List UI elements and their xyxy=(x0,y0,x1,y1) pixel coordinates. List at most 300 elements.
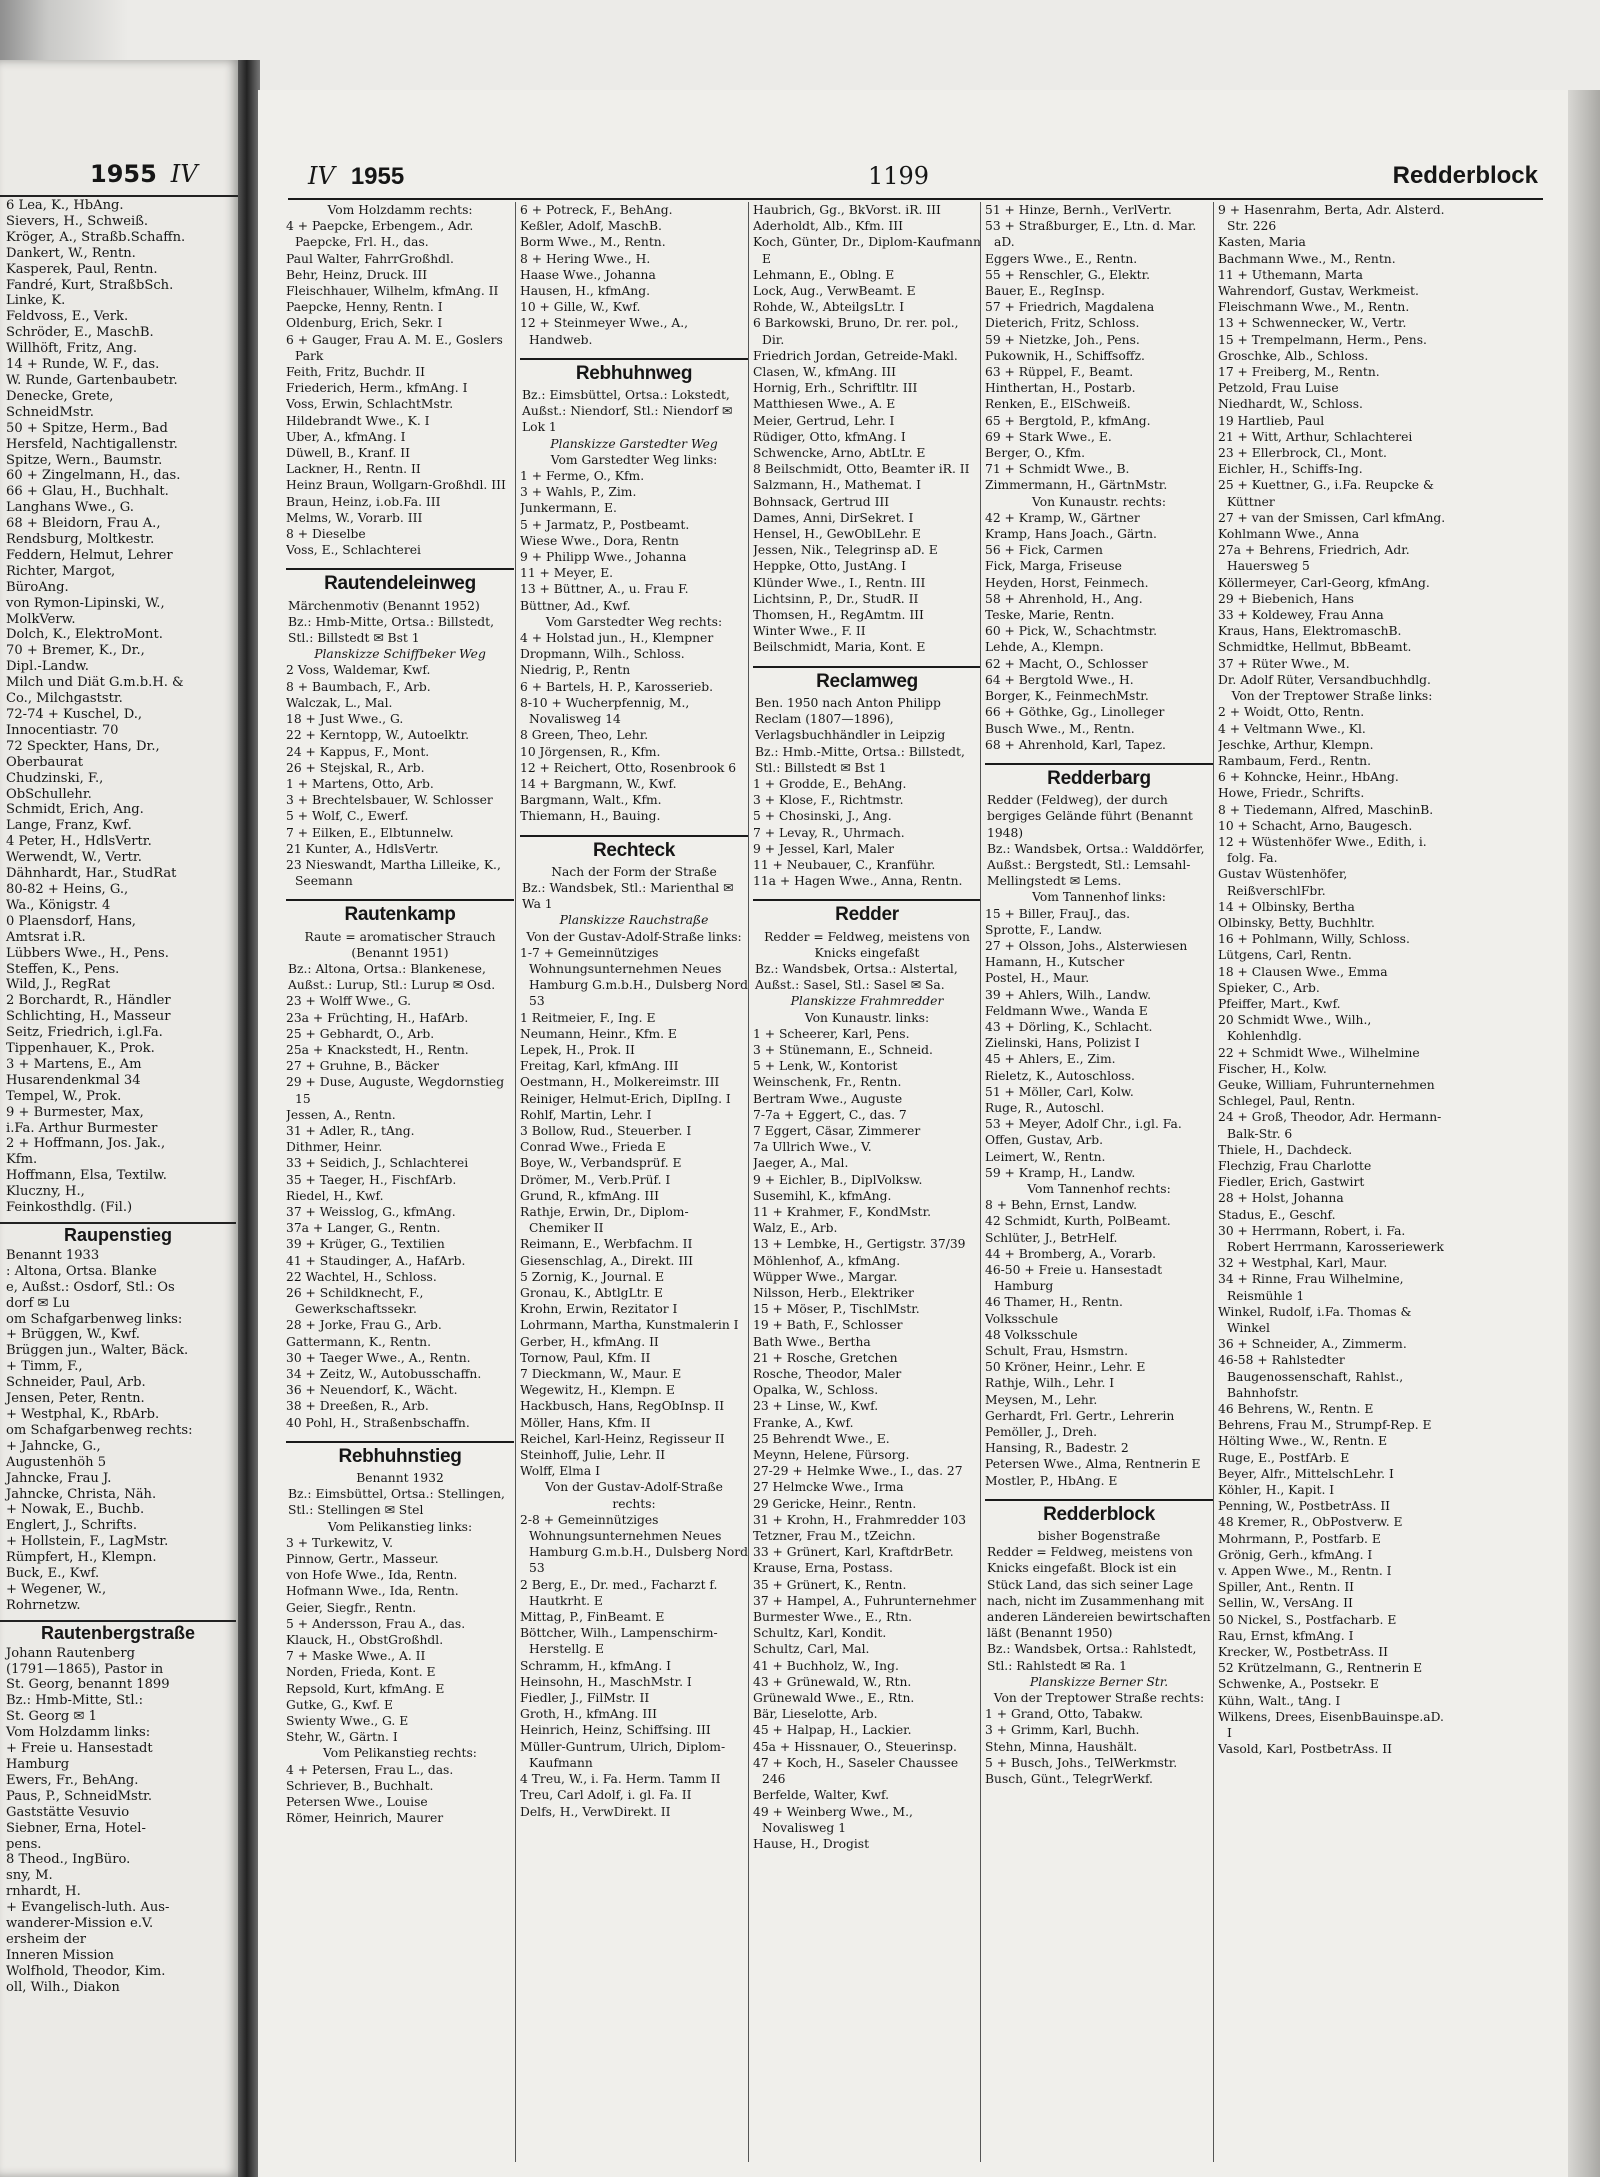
directory-entry: 52 Krützelmann, G., Rentnerin E xyxy=(1218,1661,1423,1676)
directory-entry: Wilkens, Drees, EisenbBauinspe.aD. I xyxy=(1218,1709,1444,1741)
directory-entry: 41 + Staudinger, A., HafArb. xyxy=(286,1253,466,1268)
directory-entry: Wolff, Elma I xyxy=(520,1464,600,1479)
directory-entry: Dr. Adolf Rüter, Versandbuchhdlg. xyxy=(1218,672,1431,687)
directory-entry: Steinhoff, Julie, Lehr. II xyxy=(520,1448,666,1463)
directory-entry: 71 + Schmidt Wwe., B. xyxy=(985,462,1130,477)
section-heading: Vom Pelikanstieg links: xyxy=(327,1519,473,1534)
previous-page-entry: Dipl.-Landw. xyxy=(6,659,89,675)
directory-entry: 13 + Schwennecker, W., Vertr. xyxy=(1218,316,1407,331)
previous-page-entry: SchneidMstr. xyxy=(6,404,94,420)
previous-page-entry: 60 + Zingelmann, H., das. xyxy=(6,468,181,484)
previous-page-entry: oll, Wilh., Diakon xyxy=(6,1979,120,1995)
directory-entry: 37a + Langer, G., Rentn. xyxy=(286,1221,441,1236)
directory-entry: Postel, H., Maur. xyxy=(985,971,1090,986)
directory-entry: 4 + Petersen, Frau L., das. xyxy=(286,1762,454,1777)
previous-page-entry: MolkVerw. xyxy=(6,611,76,627)
previous-page-entry: Benannt 1933 xyxy=(6,1247,100,1263)
section-heading: Von Kunaustr. links: xyxy=(804,1010,930,1025)
directory-entry: 33 + Seidich, J., Schlachterei xyxy=(286,1156,469,1171)
directory-entry: 22 + Schmidt Wwe., Wilhelmine xyxy=(1218,1045,1420,1060)
street-info: Bz.: Eimsbüttel, Ortsa.: Stellingen, Stl.: Stellingen ✉ Stel xyxy=(288,1487,505,1518)
directory-entry: 44 + Bromberg, A., Vorarb. xyxy=(985,1246,1157,1261)
previous-page-entry: Schneider, Paul, Arb. xyxy=(6,1375,146,1391)
directory-entry: 7 + Maske Wwe., A. II xyxy=(286,1649,426,1664)
directory-entry: Franke, A., Kwf. xyxy=(753,1415,854,1430)
previous-page-entry: 50 + Spitze, Herm., Bad xyxy=(6,420,168,436)
street-name: Rebhuhnstieg xyxy=(286,1441,514,1465)
directory-entry: 3 + Wahls, P., Zim. xyxy=(520,485,637,500)
directory-entry: 8 Green, Theo, Lehr. xyxy=(520,728,649,743)
previous-page-entry: Oberbaurat xyxy=(6,754,84,770)
previous-page-entry: Brüggen jun., Walter, Bäck. xyxy=(6,1343,189,1359)
directory-entry: Bertram Wwe., Auguste xyxy=(753,1091,903,1106)
directory-entry: Sellin, W., VersAng. II xyxy=(1218,1596,1353,1611)
previous-page-entry: Englert, J., Schrifts. xyxy=(6,1518,138,1534)
directory-entry: 47 + Koch, H., Saseler Chaussee 246 xyxy=(753,1755,959,1787)
directory-entry: 22 Wachtel, H., Schloss. xyxy=(286,1269,437,1284)
directory-entry: Groth, H., kfmAng. III xyxy=(520,1707,657,1722)
directory-entry: 8 + Hering Wwe., H. xyxy=(520,251,651,266)
section-heading: Von der Treptower Straße links: xyxy=(1231,689,1433,704)
directory-entry: Friederich, Herm., kfmAng. I xyxy=(286,381,468,396)
directory-entry: Dropmann, Wilh., Schloss. xyxy=(520,647,685,662)
previous-page-entry: Feinkosthdlg. (Fil.) xyxy=(6,1200,133,1216)
directory-entry: 51 + Hinze, Bernh., VerlVertr. xyxy=(985,203,1172,217)
street-name: Reclamweg xyxy=(753,666,981,690)
directory-entry: Dithmer, Heinr. xyxy=(286,1140,383,1155)
directory-entry: 56 + Fick, Carmen xyxy=(985,543,1103,558)
previous-page-entry: ObSchullehr. xyxy=(6,786,92,802)
directory-entry: 30 + Herrmann, Robert, i. Fa. Robert Herrmann, Karosseriewerk xyxy=(1218,1223,1444,1254)
column-divider xyxy=(1213,202,1214,2162)
previous-page-street-name: Rautenbergstraße xyxy=(0,1620,236,1642)
directory-entry: 10 + Schacht, Arno, Baugesch. xyxy=(1218,818,1413,833)
directory-entry: Heinsohn, H., MaschMstr. I xyxy=(520,1674,692,1689)
column-divider xyxy=(515,202,516,2162)
previous-page-entry: Hamburg xyxy=(6,1757,70,1772)
directory-entry: Schmidtke, Hellmut, BbBeamt. xyxy=(1218,640,1412,655)
directory-entry: Wegewitz, H., Klempn. E xyxy=(520,1383,675,1398)
directory-entry: 4 + Holstad jun., H., Klempner xyxy=(520,631,714,646)
previous-page-entry: Hoffmann, Elsa, Textilw. xyxy=(6,1168,167,1184)
column-1 xyxy=(286,202,514,2162)
directory-entry: Stehr, W., Gärtn. I xyxy=(286,1730,398,1745)
directory-entry: 29 Gericke, Heinr., Rentn. xyxy=(753,1496,917,1511)
previous-page-year: 1955 xyxy=(90,160,157,188)
street-name: Rautenkamp xyxy=(286,899,514,923)
directory-entry: Stehn, Minna, Haushält. xyxy=(985,1739,1138,1754)
directory-entry: Fiedler, Erich, Gastwirt xyxy=(1218,1175,1365,1190)
directory-entry: Uber, A., kfmAng. I xyxy=(286,429,406,444)
directory-entry: Böttcher, Wilh., Lampenschirm-Herstellg. E xyxy=(520,1626,718,1657)
directory-entry: 9 + Hasenrahm, Berta, Adr. Alsterd. Str. 226 xyxy=(1218,203,1445,234)
previous-page-entry: Hersfeld, Nachtigallenstr. xyxy=(6,436,178,452)
directory-entry: Walczak, L., Mal. xyxy=(286,695,393,710)
directory-entry: 8 + Behn, Ernst, Landw. xyxy=(985,1198,1138,1213)
directory-entry: Möhlenhof, A., kfmAng. xyxy=(753,1253,901,1268)
directory-entry: Schlegel, Paul, Rentn. xyxy=(1218,1094,1356,1109)
directory-entry: 24 + Groß, Theodor, Adr. Hermann-Balk-Str. 6 xyxy=(1218,1110,1442,1141)
directory-entry: 25 + Kuettner, G., i.Fa. Reupcke & Küttner xyxy=(1218,478,1434,509)
directory-entry: 21 Kunter, A., HdlsVertr. xyxy=(286,841,439,856)
previous-page-entry: St. Georg ✉ 1 xyxy=(6,1709,97,1725)
previous-page-entry: rnhardt, H. xyxy=(6,1884,81,1900)
directory-entry: Dieterich, Fritz, Schloss. xyxy=(985,316,1140,331)
directory-entry: Bär, Lieselotte, Arb. xyxy=(753,1707,878,1722)
directory-entry: Beyer, Alfr., MittelschLehr. I xyxy=(1218,1466,1394,1481)
directory-entry: Tornow, Paul, Kfm. II xyxy=(520,1350,651,1365)
directory-entry: Pukownik, H., Schiffsoffz. xyxy=(985,348,1145,363)
directory-entry: 3 + Turkewitz, V. xyxy=(286,1535,394,1550)
directory-entry: 23 + Ellerbrock, Cl., Mont. xyxy=(1218,446,1387,461)
directory-entry: Berger, O., Kfm. xyxy=(985,446,1086,461)
directory-entry: Salzmann, H., Mathemat. I xyxy=(753,478,921,493)
previous-page-entry: Gaststätte Vesuvio xyxy=(6,1804,130,1820)
directory-entry: Busch, Günt., TelegrWerkf. xyxy=(985,1772,1153,1787)
directory-entry: 5 + Jarmatz, P., Postbeamt. xyxy=(520,517,690,532)
directory-entry: 25 + Gebhardt, O., Arb. xyxy=(286,1026,435,1041)
directory-entry: Schramm, H., kfmAng. I xyxy=(520,1658,672,1673)
directory-entry: Offen, Gustav, Arb. xyxy=(985,1133,1104,1148)
directory-entry: 4 Treu, W., i. Fa. Herm. Tamm II xyxy=(520,1772,721,1787)
section-heading: Nach der Form der Straße xyxy=(551,864,717,879)
previous-page-entry: dorf ✉ Lu xyxy=(6,1295,70,1311)
directory-entry: Fischer, H., Kolw. xyxy=(1218,1061,1327,1076)
previous-page-entry: Bz.: Hmb-Mitte, Stl.: xyxy=(6,1693,144,1709)
directory-entry: Niedhardt, W., Schloss. xyxy=(1218,397,1363,412)
street-name: Rechteck xyxy=(520,835,748,859)
section-heading: Vom Garstedter Weg rechts: xyxy=(545,614,723,629)
directory-entry: Mittag, P., FinBeamt. E xyxy=(520,1610,665,1625)
plan-sketch-note: Planskizze Schiffbeker Weg xyxy=(314,647,486,662)
street-name: Rebhuhnweg xyxy=(520,358,748,382)
directory-entry: 16 + Pohlmann, Willy, Schloss. xyxy=(1218,932,1410,947)
previous-page-entry: 4 Peter, H., HdlsVertr. xyxy=(6,834,152,850)
previous-page-entry: Kröger, A., Straßb.Schaffn. xyxy=(6,229,186,245)
directory-entry: Paul Walter, FahrrGroßhdl. xyxy=(286,251,454,266)
directory-entry: Renken, E., ElSchweiß. xyxy=(985,397,1131,412)
directory-entry: 27 + van der Smissen, Carl kfmAng. xyxy=(1218,510,1446,525)
directory-entry: Klünder Wwe., I., Rentn. III xyxy=(753,575,926,590)
previous-page-entry: Jahncke, Frau J. xyxy=(6,1470,112,1486)
directory-entry: Petzold, Frau Luise xyxy=(1218,381,1339,396)
directory-entry: 1-7 + Gemeinnütziges Wohnungsunternehmen Neues Hamburg G.m.b.H., Dulsberg Nord 53 xyxy=(520,945,748,1009)
previous-page-entry: 70 + Bremer, K., Dr., xyxy=(6,643,145,659)
directory-entry: Lütgens, Carl, Rentn. xyxy=(1218,948,1352,963)
previous-page-entry: Kluczny, H., xyxy=(6,1184,85,1200)
column-divider xyxy=(980,202,981,2162)
directory-entry: Schriever, B., Buchhalt. xyxy=(286,1778,434,1793)
directory-entry: 59 + Nietzke, Joh., Pens. xyxy=(985,332,1140,347)
street-info: Ben. 1950 nach Anton Philipp Reclam (1807—1896), Verlagsbuchhändler in Leipzig xyxy=(755,695,946,743)
directory-entry: Reimann, E., Werbfachm. II xyxy=(520,1237,693,1252)
directory-entry: 66 + Göthke, Gg., Linolleger xyxy=(985,705,1165,720)
directory-entry: 5 + Wolf, C., Ewerf. xyxy=(286,809,409,824)
directory-entry: 28 + Holst, Johanna xyxy=(1218,1191,1344,1206)
directory-entry: Köllermeyer, Carl-Georg, kfmAng. xyxy=(1218,575,1430,590)
directory-entry: 27 + Gruhne, B., Bäcker xyxy=(286,1059,439,1074)
previous-page-header xyxy=(90,160,240,188)
directory-entry: Schwencke, Arno, AbtLtr. E xyxy=(753,446,926,461)
directory-entry: Neumann, Heinr., Kfm. E xyxy=(520,1026,677,1041)
previous-page-entry: 2 Borchardt, R., Händler xyxy=(6,993,171,1009)
directory-entry: 1 + Scheerer, Karl, Pens. xyxy=(753,1026,910,1041)
directory-entry: 11 + Uthemann, Marta xyxy=(1218,267,1363,282)
directory-entry: 1 + Ferme, O., Kfm. xyxy=(520,469,645,484)
directory-entry: 27 + Olsson, Johs., Alsterwiesen xyxy=(985,938,1188,953)
directory-entry: 46-50 + Freie u. Hansestadt Hamburg xyxy=(985,1263,1163,1294)
directory-entry: Gerber, H., kfmAng. II xyxy=(520,1334,659,1349)
directory-entry: Lehde, A., Klempn. xyxy=(985,640,1104,655)
previous-page-entry: 72-74 + Kuschel, D., xyxy=(6,707,143,722)
directory-entry: Hausen, H., kfmAng. xyxy=(520,284,650,299)
page-number: 1199 xyxy=(868,162,930,190)
directory-entry: 59 + Kramp, H., Landw. xyxy=(985,1165,1136,1180)
directory-entry: 19 + Bath, F., Schlosser xyxy=(753,1318,903,1333)
directory-entry: Reichel, Karl-Heinz, Regisseur II xyxy=(520,1431,725,1446)
street-name: Redderbarg xyxy=(985,763,1213,787)
directory-entry: Lackner, H., Rentn. II xyxy=(286,462,421,477)
directory-entry: Jessen, A., Rentn. xyxy=(286,1107,396,1122)
previous-page-entry: 0 Plaensdorf, Hans, xyxy=(6,913,136,929)
street-info: Bz.: Hmb-Mitte, Ortsa.: Billstedt, Stl.: Billstedt ✉ Bst 1 xyxy=(288,614,494,646)
street-info: Bz.: Eimsbüttel, Ortsa.: Lokstedt, Außst.: Niendorf, Stl.: Niendorf ✉ Lok 1 xyxy=(522,388,733,435)
directory-entry: Keßler, Adolf, MaschB. xyxy=(520,219,662,234)
directory-entry: 2 Voss, Waldemar, Kwf. xyxy=(286,663,431,678)
directory-entry: Spiller, Ant., Rentn. II xyxy=(1218,1580,1355,1595)
directory-entry: 36 + Neuendorf, K., Wächt. xyxy=(286,1383,458,1398)
directory-entry: Clasen, W., kfmAng. III xyxy=(753,365,896,380)
directory-entry: 63 + Rüppel, F., Beamt. xyxy=(985,365,1134,380)
directory-entry: 48 Volksschule xyxy=(985,1327,1078,1342)
directory-entry: 43 + Grünewald, W., Rtn. xyxy=(753,1674,912,1689)
directory-entry: Koch, Günter, Dr., Diplom-Kaufmann E xyxy=(753,235,981,266)
directory-entry: Thiele, H., Dachdeck. xyxy=(1218,1142,1353,1157)
directory-entry: 21 + Witt, Arthur, Schlachterei xyxy=(1218,429,1413,444)
directory-entry: Groschke, Alb., Schloss. xyxy=(1218,348,1369,363)
previous-page-entry: 66 + Glau, H., Buchhalt. xyxy=(6,484,169,500)
directory-entry: 15 + Biller, FrauJ., das. xyxy=(985,906,1131,921)
directory-entry: Bargmann, Walt., Kfm. xyxy=(520,793,662,808)
directory-entry: 8 + Baumbach, F., Arb. xyxy=(286,679,431,694)
previous-page-entry: Siebner, Erna, Hotel- xyxy=(6,1820,146,1836)
directory-entry: Behr, Heinz, Druck. III xyxy=(286,267,428,282)
directory-entry: 14 + Olbinsky, Bertha xyxy=(1218,899,1355,914)
directory-entry: 19 Hartlieb, Paul xyxy=(1218,413,1325,428)
directory-entry: Lock, Aug., VerwBeamt. E xyxy=(753,284,916,299)
street-info: Märchenmotiv (Benannt 1952) xyxy=(288,598,480,613)
directory-entry: Schwenke, A., Postsekr. E xyxy=(1218,1677,1379,1692)
previous-page-entry: Innocentiastr. 70 xyxy=(6,722,119,738)
previous-page-entry: Inneren Mission xyxy=(6,1947,114,1963)
section-heading: Von der Gustav-Adolf-Straße links: xyxy=(526,929,742,944)
directory-entry: 34 + Rinne, Frau Wilhelmine, Reismühle 1 xyxy=(1218,1272,1404,1303)
directory-entry: Bachmann Wwe., M., Rentn. xyxy=(1218,251,1396,266)
directory-entry: Grund, R., kfmAng. III xyxy=(520,1188,659,1203)
directory-entry: 51 + Möller, Carl, Kolw. xyxy=(985,1084,1134,1099)
directory-entry: Hornig, Erh., Schriftltr. III xyxy=(753,381,918,396)
directory-entry: Teske, Marie, Rentn. xyxy=(985,608,1115,623)
previous-page-entry: BüroAng. xyxy=(6,579,69,595)
previous-page-entry: Wolfhold, Theodor, Kim. xyxy=(6,1963,166,1979)
section-heading: Vom Pelikanstieg rechts: xyxy=(323,1746,477,1761)
directory-entry: Hölting Wwe., W., Rentn. E xyxy=(1218,1434,1388,1449)
directory-entry: Burmester Wwe., E., Rtn. xyxy=(753,1610,912,1625)
directory-entry: 64 + Bergtold Wwe., H. xyxy=(985,672,1134,687)
previous-page-entry: e, Außst.: Osdorf, Stl.: Os xyxy=(6,1279,175,1295)
previous-page-entry: Linke, K. xyxy=(6,293,66,309)
directory-entry: Fleischmann Wwe., M., Rentn. xyxy=(1218,300,1410,315)
street-info: Bz.: Altona, Ortsa.: Blankenese, Außst.: Lurup, Stl.: Lurup ✉ Osd. xyxy=(288,961,496,993)
directory-entry: Fleischhauer, Wilhelm, kfmAng. II xyxy=(286,284,499,299)
directory-entry: Borger, K., FeinmechMstr. xyxy=(985,689,1149,704)
directory-entry: Walz, E., Arb. xyxy=(753,1221,838,1236)
previous-page-entry: wanderer-Mission e.V. xyxy=(6,1916,154,1932)
directory-entry: 3 Bollow, Rud., Steuerber. I xyxy=(520,1123,692,1138)
directory-entry: Jaeger, A., Mal. xyxy=(753,1156,849,1171)
previous-page-entry: Rendsburg, Moltkestr. xyxy=(6,532,155,548)
directory-entry: Drömer, M., Verb.Prüf. I xyxy=(520,1172,671,1187)
directory-entry: Conrad Wwe., Frieda E xyxy=(520,1140,666,1155)
directory-entry: 37 + Hampel, A., Fuhrunternehmer xyxy=(753,1593,977,1608)
directory-entry: Rau, Ernst, kfmAng. I xyxy=(1218,1628,1354,1643)
directory-entry: 30 + Taeger Wwe., A., Rentn. xyxy=(286,1350,471,1365)
previous-page-entry: Tippenhauer, K., Prok. xyxy=(6,1041,155,1057)
directory-entry: Oestmann, H., Molkereimstr. III xyxy=(520,1075,720,1090)
directory-entry: Vasold, Karl, PostbetrAss. II xyxy=(1218,1742,1392,1757)
previous-page-entry: Paus, P., SchneidMstr. xyxy=(6,1788,153,1804)
directory-entry: Düwell, B., Kranf. II xyxy=(286,446,410,461)
previous-page-entry: pens. xyxy=(6,1836,42,1852)
directory-entry: Opalka, W., Schloss. xyxy=(753,1383,879,1398)
previous-page-entry: W. Runde, Gartenbaubetr. xyxy=(6,372,178,388)
directory-entry: 1 Reitmeier, F., Ing. E xyxy=(520,1010,656,1025)
directory-entry: Rathje, Erwin, Dr., Diplom-Chemiker II xyxy=(520,1204,689,1236)
directory-entry: Ruge, R., Autoschl. xyxy=(985,1100,1105,1115)
directory-entry: Repsold, Kurt, kfmAng. E xyxy=(286,1681,445,1696)
directory-entry: Lichtsinn, P., Dr., StudR. II xyxy=(753,591,919,606)
previous-page-entry: Rümpfert, H., Klempn. xyxy=(6,1550,157,1566)
previous-page-entry: Schröder, E., MaschB. xyxy=(6,325,154,341)
directory-entry: 7 Dieckmann, W., Maur. E xyxy=(520,1367,682,1382)
directory-entry: 46-58 + Rahlstedter Baugenossenschaft, Rahlst., Bahnhofstr. xyxy=(1218,1353,1404,1400)
directory-entry: 29 + Biebenich, Hans xyxy=(1218,591,1354,606)
previous-page-entry: Amtsrat i.R. xyxy=(6,929,86,945)
directory-entry: Petersen Wwe., Alma, Rentnerin E xyxy=(985,1457,1201,1472)
directory-entry: 48 Kremer, R., ObPostverw. E xyxy=(1218,1515,1403,1530)
directory-entry: Penning, W., PostbetrAss. II xyxy=(1218,1499,1391,1514)
directory-entry: Paepcke, Henny, Rentn. I xyxy=(286,300,443,315)
previous-page-entry: sny, M. xyxy=(6,1868,53,1884)
directory-entry: Kühn, Walt., tAng. I xyxy=(1218,1693,1341,1708)
directory-entry: 6 + Bartels, H. P., Karosserieb. xyxy=(520,679,714,694)
directory-entry: 53 + Meyer, Adolf Chr., i.gl. Fa. xyxy=(985,1117,1182,1132)
directory-entry: Krohn, Erwin, Rezitator I xyxy=(520,1302,678,1317)
directory-entry: 39 + Ahlers, Wilh., Landw. xyxy=(985,987,1151,1002)
directory-entry: Schultz, Carl, Mal. xyxy=(753,1642,870,1657)
directory-entry: Hackbusch, Hans, RegObInsp. II xyxy=(520,1399,725,1414)
directory-entry: Matthiesen Wwe., A. E xyxy=(753,397,896,412)
previous-page-entry: St. Georg, benannt 1899 xyxy=(6,1677,170,1693)
directory-entry: 3 + Grimm, Karl, Buchh. xyxy=(985,1723,1140,1738)
directory-entry: Spieker, C., Arb. xyxy=(1218,980,1320,995)
directory-entry: 8-10 + Wucherpfennig, M., Novalisweg 14 xyxy=(520,695,690,727)
directory-entry: Bath Wwe., Bertha xyxy=(753,1334,871,1349)
directory-entry: 31 + Adler, R., tAng. xyxy=(286,1123,415,1138)
directory-entry: Gustav Wüstenhöfer, ReißverschlFbr. xyxy=(1218,867,1348,898)
previous-page-column xyxy=(0,198,236,1996)
directory-entry: 46 Thamer, H., Rentn. xyxy=(985,1295,1123,1310)
previous-page-entry: i.Fa. Arthur Burmester xyxy=(6,1120,158,1136)
directory-entry: Tetzner, Frau M., tZeichn. xyxy=(753,1529,916,1544)
directory-entry: 11a + Hagen Wwe., Anna, Rentn. xyxy=(753,874,963,889)
directory-entry: Zielinski, Hans, Polizist I xyxy=(985,1036,1140,1051)
directory-entry: Sprotte, F., Landw. xyxy=(985,922,1103,937)
directory-entry: 28 + Jorke, Frau G., Arb. xyxy=(286,1318,442,1333)
directory-entry: Möller, Hans, Kfm. II xyxy=(520,1415,651,1430)
directory-entry: 24 + Kappus, F., Mont. xyxy=(286,744,430,759)
section-heading: Vom Garstedter Weg links: xyxy=(550,452,718,467)
directory-entry: 42 + Kramp, W., Gärtner xyxy=(985,510,1140,525)
previous-page-entry: 14 + Runde, W. F., das. xyxy=(6,357,160,373)
directory-entry: Flechzig, Frau Charlotte xyxy=(1218,1158,1372,1173)
directory-entry: 55 + Renschler, G., Elektr. xyxy=(985,267,1151,282)
directory-entry: 13 + Büttner, A., u. Frau F. xyxy=(520,582,689,597)
directory-entry: Gattermann, K., Rentn. xyxy=(286,1334,431,1349)
previous-page-entry: Lübbers Wwe., H., Pens. xyxy=(6,945,169,961)
column-3 xyxy=(753,202,981,2162)
previous-page-entry: + Nowak, E., Buchb. xyxy=(6,1502,145,1518)
directory-entry: 69 + Stark Wwe., E. xyxy=(985,429,1112,444)
section-heading: Raute = aromatischer Strauch (Benannt 1951) xyxy=(304,929,496,960)
previous-page-entry: Werwendt, W., Vertr. xyxy=(6,850,142,866)
previous-page-entry: + Freie u. Hansestadt xyxy=(6,1741,153,1757)
directory-entry: 4 + Paepcke, Erbengem., Adr. Paepcke, Frl. H., das. xyxy=(286,219,474,250)
previous-page-entry: 2 + Hoffmann, Jos. Jak., xyxy=(6,1136,166,1152)
previous-page-entry: 68 + Bleidorn, Frau A., xyxy=(6,516,161,532)
directory-entry: Nilsson, Herb., Elektriker xyxy=(753,1286,914,1300)
street-info: Bz.: Wandsbek, Ortsa.: Alstertal, Außst.: Sasel, Stl.: Sasel ✉ Sa. xyxy=(755,961,958,993)
directory-entry: 2 Berg, E., Dr. med., Facharzt f. Hautkrht. E xyxy=(520,1577,718,1608)
directory-entry: Grünewald Wwe., E., Rtn. xyxy=(753,1691,915,1706)
directory-entry: Aderholdt, Alb., Kfm. III xyxy=(753,219,903,234)
column-2 xyxy=(520,202,748,2162)
directory-entry: Gutke, G., Kwf. E xyxy=(286,1697,393,1712)
directory-entry: Riedel, H., Kwf. xyxy=(286,1188,384,1203)
directory-entry: Stadus, E., Geschf. xyxy=(1218,1207,1336,1222)
directory-entry: Berfelde, Walter, Kwf. xyxy=(753,1788,890,1803)
directory-entry: 2 + Woidt, Otto, Rentn. xyxy=(1218,705,1365,720)
directory-entry: 27-29 + Helmke Wwe., I., das. 27 xyxy=(753,1464,963,1479)
directory-entry: 6 + Potreck, F., BehAng. xyxy=(520,203,673,217)
page-edge xyxy=(1568,90,1600,2177)
directory-entry: Meynn, Helene, Fürsorg. xyxy=(753,1448,910,1463)
directory-entry: 53 + Straßburger, E., Ltn. d. Mar. aD. xyxy=(985,219,1197,250)
directory-entry: Junkermann, E. xyxy=(520,501,617,516)
directory-entry: Wüpper Wwe., Margar. xyxy=(753,1269,898,1284)
directory-entry: Gerhardt, Frl. Gertr., Lehrerin xyxy=(985,1408,1175,1423)
section-heading: Vom Holzdamm rechts: xyxy=(327,203,473,217)
directory-entry: 38 + Dreeßen, R., Arb. xyxy=(286,1399,429,1414)
directory-entry: Kraus, Hans, ElektromaschB. xyxy=(1218,624,1402,639)
directory-entry: 46 Behrens, W., Rentn. E xyxy=(1218,1402,1374,1417)
directory-entry: 41 + Buchholz, W., Ing. xyxy=(753,1658,899,1673)
directory-entry: Voss, E., Schlachterei xyxy=(286,543,421,558)
section-heading: Redder = Feldweg, meistens von Knicks eingefaßt xyxy=(764,929,970,960)
section-heading: bisher Bogenstraße xyxy=(1037,1529,1161,1544)
directory-entry: 25 Behrendt Wwe., E. xyxy=(753,1431,890,1446)
directory-entry: Hansing, R., Badestr. 2 xyxy=(985,1441,1129,1456)
